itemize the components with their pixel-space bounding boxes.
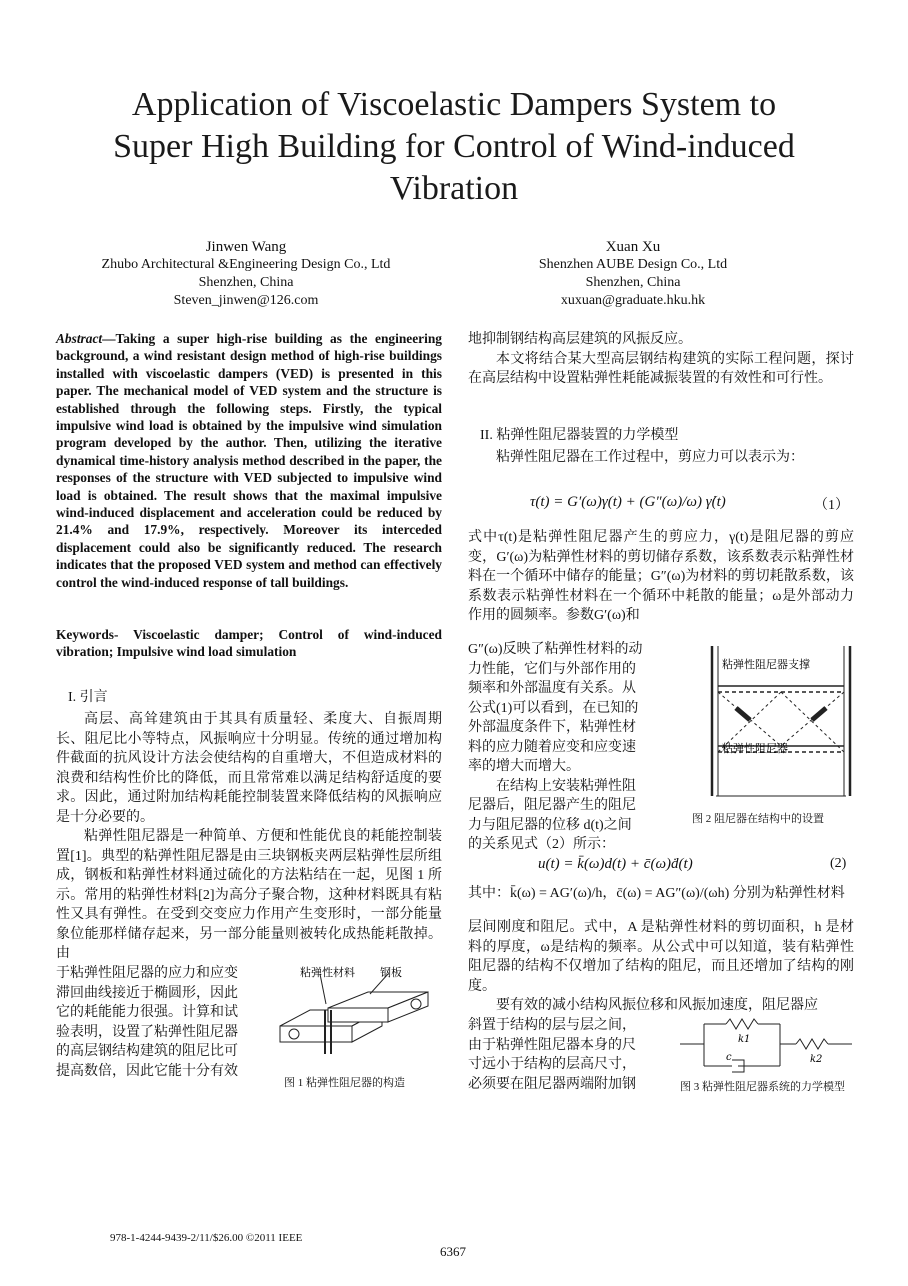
text-line: G″(ω)反映了粘弹性材料的动 — [468, 642, 643, 657]
text-line: 力与阻尼器的位移 d(t)之间 — [468, 817, 632, 833]
fig2-label-damper: 粘弹性阻尼器 — [722, 742, 788, 755]
paragraph: 式中τ(t)是粘弹性阻尼器产生的剪应力，γ(t)是阻尼器的剪应变，G′(ω)为粘弹性材料的剪切储存系数，该系数表示粘弹性材料在一个循环中储存的能量；G″(ω)为材料的剪切耗散系数，该系数表示粘弹性材料在一个循环中耗散的能量；ω是外部动力作用的圆频率。参数G′(ω)和 — [468, 530, 854, 623]
abstract-text: —Taking a super high-rise building as the engineering background, a wind resistant design method of high-rise buildings installed with viscoelastic dampers (VED) is presented in this paper. The mechanical model of VED system and the structure is established through the following steps. Firstly, the typical impulsive wind load is obtained by the impulsive wind simulation program developed by the author. Then, utilizing the iterative dynamical time-history analysis method described in the paper, the responses of the structure with VED subjected to impulsive wind load is obtained. The result shows that the maximal impulsive wind-induced displacement and acceleration could be reduced by 21.4% and 17.9%, respectively. Moreover its interceded displacement could also be significantly reduced. The research indicates that the proposed VED system and method can effectively control the wind-induced response of tall buildings. — [56, 331, 442, 590]
author-email: xuxuan@graduate.hku.hk — [560, 293, 706, 308]
figure-1 — [270, 964, 442, 1072]
text-line: 寸远小于结构的层高尺寸， — [468, 1057, 636, 1072]
fig3-label-k1: k1 — [738, 1034, 751, 1045]
text-line: 公式(1)可以看到，在已知的 — [468, 700, 639, 716]
damper-structure-drawing — [270, 964, 442, 1072]
left-wrap-text — [56, 964, 268, 1081]
text-line: 率的增大而增大。 — [468, 759, 580, 774]
right-paragraph — [468, 918, 854, 1016]
text-line: 在结构上安装粘弹性阻 — [496, 778, 636, 794]
equation-2: u(t) = k̄(ω)d(t) + c̄(ω)ḋ(t) — [538, 856, 693, 872]
paragraph: 粘弹性阻尼器是一种简单、方便和性能优良的耗能控制装置[1]。典型的粘弹性阻尼器是由三块钢板夹两层粘弹性层所组成，钢板和粘弹性材料通过硫化的方法粘结在一起，见图 1 所示。常用的粘弹性材料[2]为高分子聚合物，这种材料既具有粘性又具有弹性。在受到交变应力作用产生变形时，一部分能量象位能那样储存起来，另一部分能量则被转化成热能耗散掉。由 — [56, 829, 442, 961]
text-line: 力性能，它们与外部作用的 — [468, 661, 636, 677]
paragraph: 粘弹性阻尼器在工作过程中，剪应力可以表示为： — [496, 450, 804, 465]
paragraph: 层间刚度和阻尼。式中，A 是粘弹性材料的剪切面积，h 是材料的厚度，ω是结构的频率。从公式中可以知道，装有粘弹性阻尼器的结构不仅增加了结构的阻尼，而且还增加了结构的刚度。 — [468, 920, 854, 994]
text-line: 料的应力随着应变和应变速 — [468, 739, 636, 755]
figure-2-caption: 图 2 阻尼器在结构中的设置 — [692, 813, 824, 825]
section-heading: I. 引言 — [68, 690, 108, 705]
paragraph: 本文将结合某大型高层钢结构建筑的实际工程问题，探讨在高层结构中设置粘弹性耗能减振装置的有效性和可行性。 — [468, 351, 854, 386]
equation-2-number: (2) — [830, 856, 847, 871]
text-line: 提高数倍，因此它能十分有效 — [56, 1063, 238, 1079]
author-block-2 — [468, 238, 798, 310]
author-email: Steven_jinwen@126.com — [173, 293, 319, 308]
text-line: 由于粘弹性阻尼器本身的尺 — [468, 1037, 636, 1053]
text-line: 它的耗能能力很强。计算和试 — [56, 1005, 238, 1020]
author-affiliation: Zhubo Architectural &Engineering Design Co., Ltd — [101, 257, 391, 272]
mechanical-model-drawing — [676, 1016, 856, 1076]
page-number: 6367 — [440, 1244, 466, 1259]
equation-2-where: 其中：k̄(ω) = AG′(ω)/h，c̄(ω) = AG″(ω)/(ωh) 分别为粘弹性材料 — [468, 886, 845, 901]
title-line-1: Application of Viscoelastic Dampers System to — [131, 86, 777, 123]
text-line: 斜置于结构的层与层之间， — [468, 1018, 636, 1033]
equation-1: τ(t) = G′(ω)γ(t) + (G″(ω)/ω) γ̇(t) — [530, 494, 726, 510]
left-column-body — [56, 710, 442, 964]
fig1-label-steel: 钢板 — [380, 966, 402, 979]
author-block-1 — [56, 238, 436, 310]
title-line-3: Vibration — [389, 170, 519, 207]
right-wrap-text-bottom — [468, 1016, 668, 1094]
text-line: 频率和外部温度有关系。从 — [468, 681, 636, 696]
abstract-label: Abstract — [56, 331, 103, 346]
text-line: 的关系见式（2）所示： — [468, 837, 615, 852]
right-column-top — [468, 330, 854, 389]
text-line: 尼器后，阻尼器产生的阻尼 — [468, 798, 636, 813]
title-line-2: Super High Building for Control of Wind-induced — [113, 128, 795, 165]
right-paragraph — [468, 448, 854, 468]
author-name: Jinwen Wang — [205, 239, 287, 255]
author-affiliation: Shenzhen AUBE Design Co., Ltd — [538, 257, 728, 272]
equation-1-number: （1） — [814, 498, 849, 513]
fig3-label-k2: k2 — [810, 1054, 823, 1065]
keywords: Keywords- Viscoelastic damper; Control of wind-induced vibration; Impulsive wind load simulation — [56, 627, 442, 660]
text-line: 必须要在阻尼器两端附加钢 — [468, 1076, 636, 1092]
abstract — [56, 330, 442, 591]
section-heading: II. 粘弹性阻尼器装置的力学模型 — [480, 428, 679, 443]
fig2-label-brace: 粘弹性阻尼器支撑 — [722, 658, 810, 671]
paper-title — [40, 84, 868, 210]
figure-3 — [676, 1016, 856, 1076]
text-line: 外部温度条件下，粘弹性材 — [468, 720, 636, 735]
author-city: Shenzhen, China — [198, 275, 294, 290]
frame-damper-drawing — [706, 646, 856, 804]
figure-1-caption: 图 1 粘弹性阻尼器的构造 — [284, 1077, 405, 1089]
figure-2 — [706, 646, 856, 804]
footer-code: 978-1-4244-9439-2/11/$26.00 ©2011 IEEE — [110, 1232, 303, 1244]
right-paragraph — [468, 528, 854, 626]
author-city: Shenzhen, China — [585, 275, 681, 290]
fig1-label-material: 粘弹性材料 — [300, 966, 355, 979]
text-line: 滞回曲线接近于椭圆形，因此 — [56, 985, 238, 1001]
author-name: Xuan Xu — [605, 239, 661, 255]
paragraph: 要有效的减小结构风振位移和风振加速度，阻尼器应 — [496, 998, 818, 1013]
text-line: 验表明，设置了粘弹性阻尼器 — [56, 1024, 238, 1040]
figure-3-caption: 图 3 粘弹性阻尼器系统的力学模型 — [680, 1081, 845, 1093]
fig3-label-c: c — [726, 1052, 732, 1063]
text-line: 的高层钢结构建筑的阻尼比可 — [56, 1044, 238, 1059]
paragraph: 地抑制钢结构高层建筑的风振反应。 — [468, 332, 692, 347]
paragraph: 高层、高耸建筑由于其具有质量轻、柔度大、自振周期长、阻尼比小等特点，风振响应十分明显。传统的通过增加构件截面的抗风设计方法会使结构的自重增大，不但造成材料的浪费和结构性价比的降低，而且常常难以满足结构舒适度的要求。因此，通过附加结构耗能控制装置来降低结构的风振响应是十分必要的。 — [56, 712, 442, 825]
right-wrap-text — [468, 640, 694, 855]
text-line: 于粘弹性阻尼器的应力和应变 — [56, 966, 238, 981]
